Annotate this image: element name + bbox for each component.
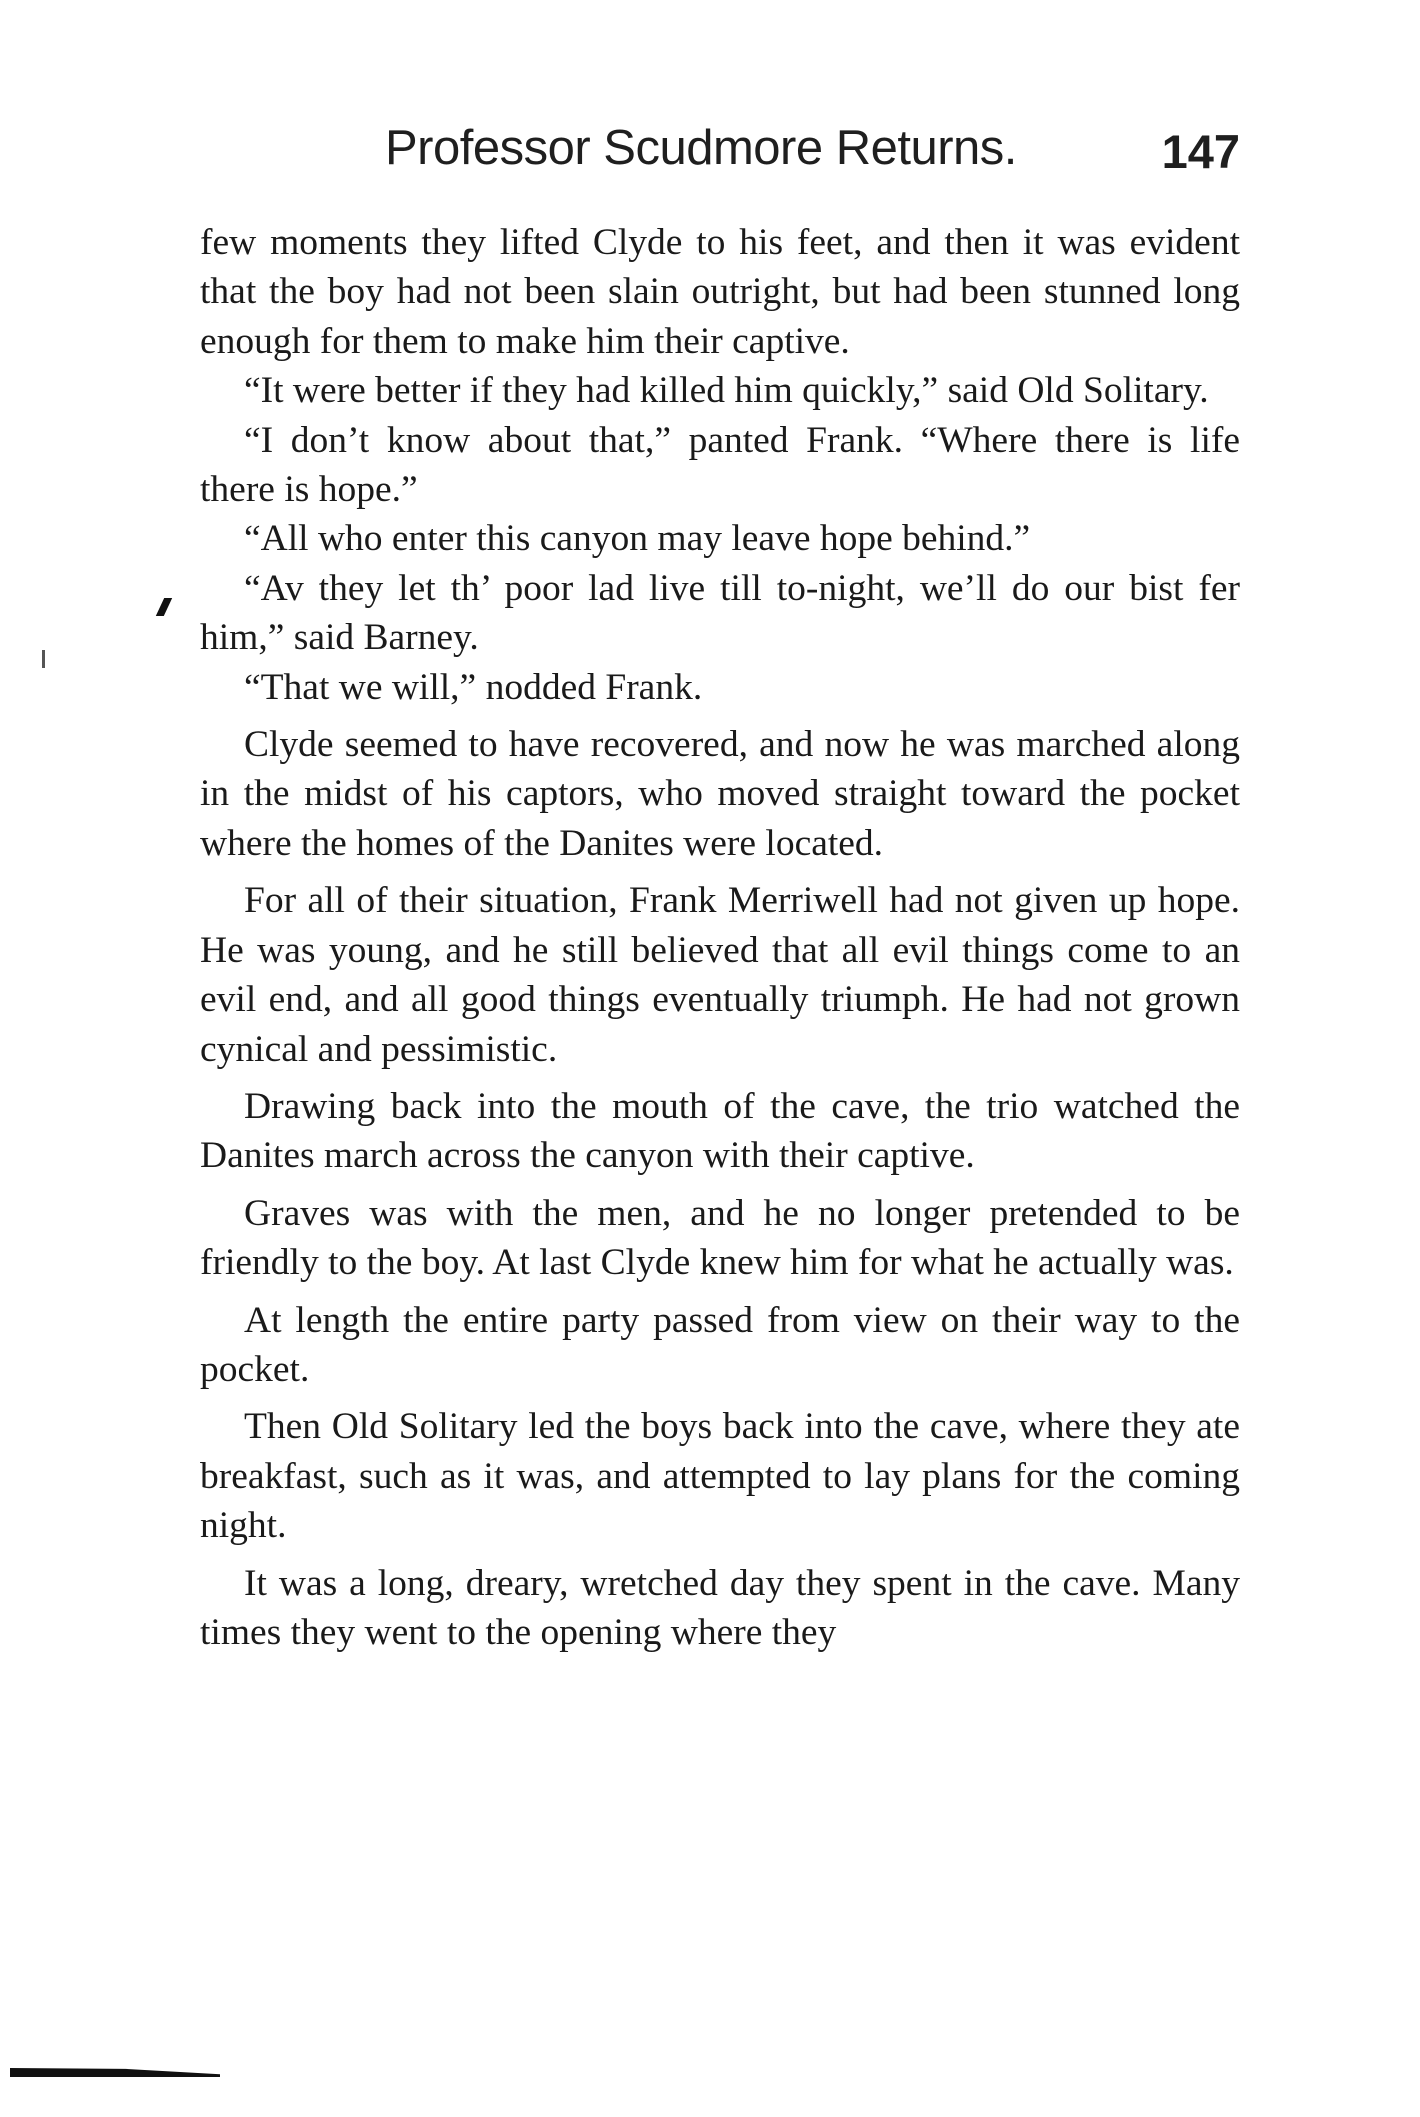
paragraph: few moments they lifted Clyde to his feet, and then it was evident that the boy had not been slain outright, but had been stunned long enough for them to make him their captive. [200, 222, 1240, 362]
paragraph: At length the entire party passed from view on their way to the pocket. [200, 1299, 1240, 1390]
margin-tick-mark [42, 650, 45, 668]
paragraph: It was a long, dreary, wretched day they spent in the cave. Many times they went to the opening where they [200, 1562, 1240, 1653]
paragraph: “Av they let th’ poor lad live till to-night, we’ll do our bist fer him,” said Barney. [200, 567, 1240, 659]
paragraph: Clyde seemed to have recovered, and now he was marched along in the midst of his captors, who moved straight toward the pocket where the homes of the Danites were located. [200, 724, 1240, 864]
paragraph: Drawing back into the mouth of the cave, the trio watched the Danites march across the canyon with their captive. [200, 1085, 1240, 1177]
paragraph: “I don’t know about that,” panted Frank. “Where there is life there is hope.” [200, 419, 1240, 511]
page-number: 147 [1161, 125, 1240, 178]
paragraph: “It were better if they had killed him quickly,” said Old Solitary. [244, 370, 1209, 412]
paragraph: Graves was with the men, and he no longer pretended to be friendly to the boy. At last Clyde knew him for what he actually was. [200, 1192, 1240, 1284]
scan-edge-mark [10, 2068, 220, 2077]
paragraph: Then Old Solitary led the boys back into the cave, where they ate breakfast, such as it was, and attempted to lay plans for the coming night. [200, 1406, 1240, 1547]
paragraph: “That we will,” nodded Frank. [244, 666, 703, 708]
body-text [200, 218, 1240, 1657]
page-header [200, 120, 1240, 190]
margin-pencil-mark [156, 598, 172, 616]
paragraph: “All who enter this canyon may leave hope behind.” [244, 518, 1031, 560]
running-title: Professor Scudmore Returns. [385, 121, 1017, 175]
paragraph: For all of their situation, Frank Merriwell had not given up hope. He was young, and he still believed that all evil things come to an evil end, and all good things eventually triumph. He had not grown cynical and pessimistic. [200, 880, 1240, 1070]
